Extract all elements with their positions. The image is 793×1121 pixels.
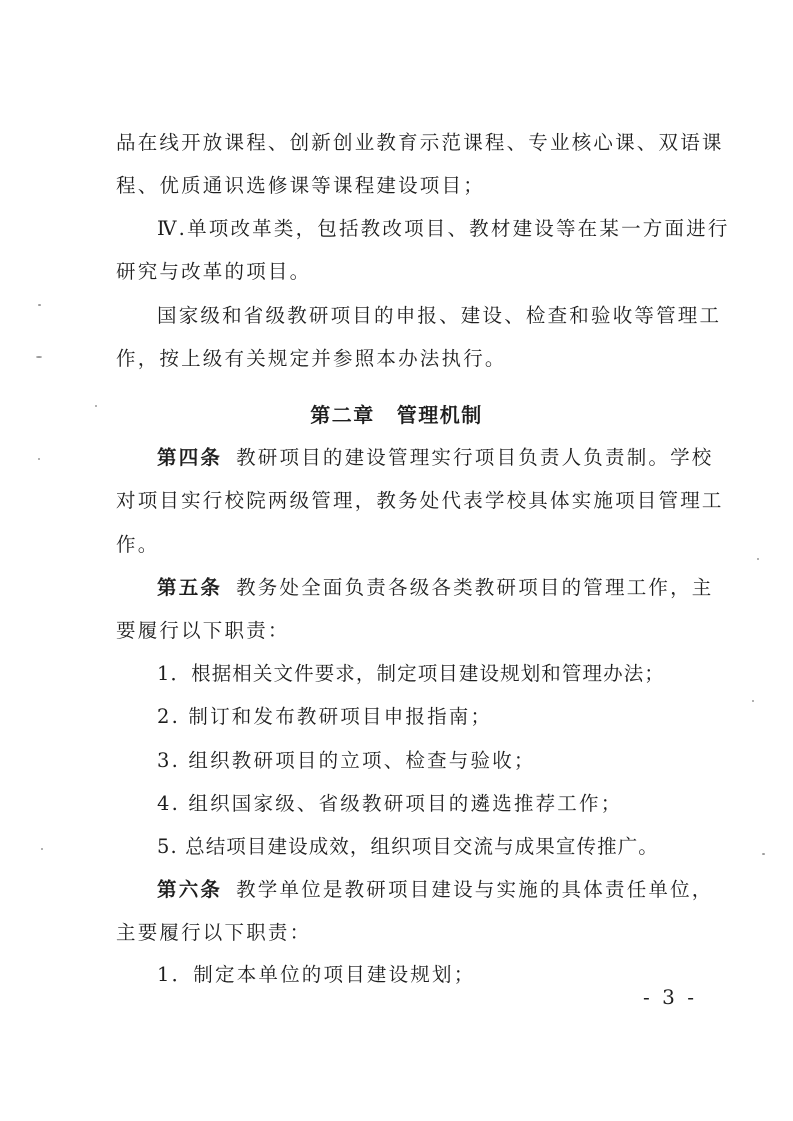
scan-speck [757,558,759,560]
scan-speck [752,700,754,702]
scan-speck [36,356,42,358]
article-4 [157,445,752,471]
list-item: 5. 总结项目建设成效，组织项目交流与成果宣传推广。 [157,835,659,858]
paragraph-line: 作，按上级有关规定并参照本办法执行。 [116,347,507,370]
chapter-number: 第二章 [310,403,375,427]
chapter-title [0,402,793,428]
scan-speck [95,405,97,407]
list-item: 1．制定本单位的项目建设规划； [157,963,476,986]
paragraph-line: 品在线开放课程、创新创业教育示范课程、专业核心课、双语课 [116,131,724,154]
article-text: 教学单位是教研项目建设与实施的具体责任单位， [236,878,714,901]
article-label: 第四条 [157,446,223,469]
scan-speck [41,848,43,850]
paragraph-line: 研究与改革的项目。 [116,260,312,283]
list-item: 4. 组织国家级、省级教研项目的遴选推荐工作； [157,792,623,815]
article-5 [157,575,752,601]
chapter-name: 管理机制 [396,403,483,427]
paragraph-line: 国家级和省级教研项目的申报、建设、检查和验收等管理工 [157,304,722,327]
article-label: 第六条 [157,878,223,901]
article-text: 教研项目的建设管理实行项目负责人负责制。学校 [236,446,714,469]
article-line: 要履行以下职责： [116,619,290,642]
scan-speck [38,458,40,460]
article-label: 第五条 [157,576,223,599]
article-text: 教务处全面负责各级各类教研项目的管理工作，主 [236,576,714,599]
list-item: 2. 制订和发布教研项目申报指南； [157,705,493,728]
article-6 [157,877,752,903]
scan-speck [38,304,41,306]
paragraph-line: 程、优质通识选修课等课程建设项目； [116,174,485,197]
scan-speck [762,853,765,855]
list-item: 3. 组织教研项目的立项、检查与验收； [157,749,536,772]
article-line: 作。 [116,533,160,556]
article-line: 主要履行以下职责： [116,921,312,944]
list-item: 1．根据相关文件要求，制定项目建设规划和管理办法； [157,662,665,685]
page-number: - 3 - [643,985,697,1009]
paragraph-line: Ⅳ.单项改革类，包括教改项目、教材建设等在某一方面进行 [157,217,730,240]
article-line: 对项目实行校院两级管理，教务处代表学校具体实施项目管理工 [116,489,724,512]
